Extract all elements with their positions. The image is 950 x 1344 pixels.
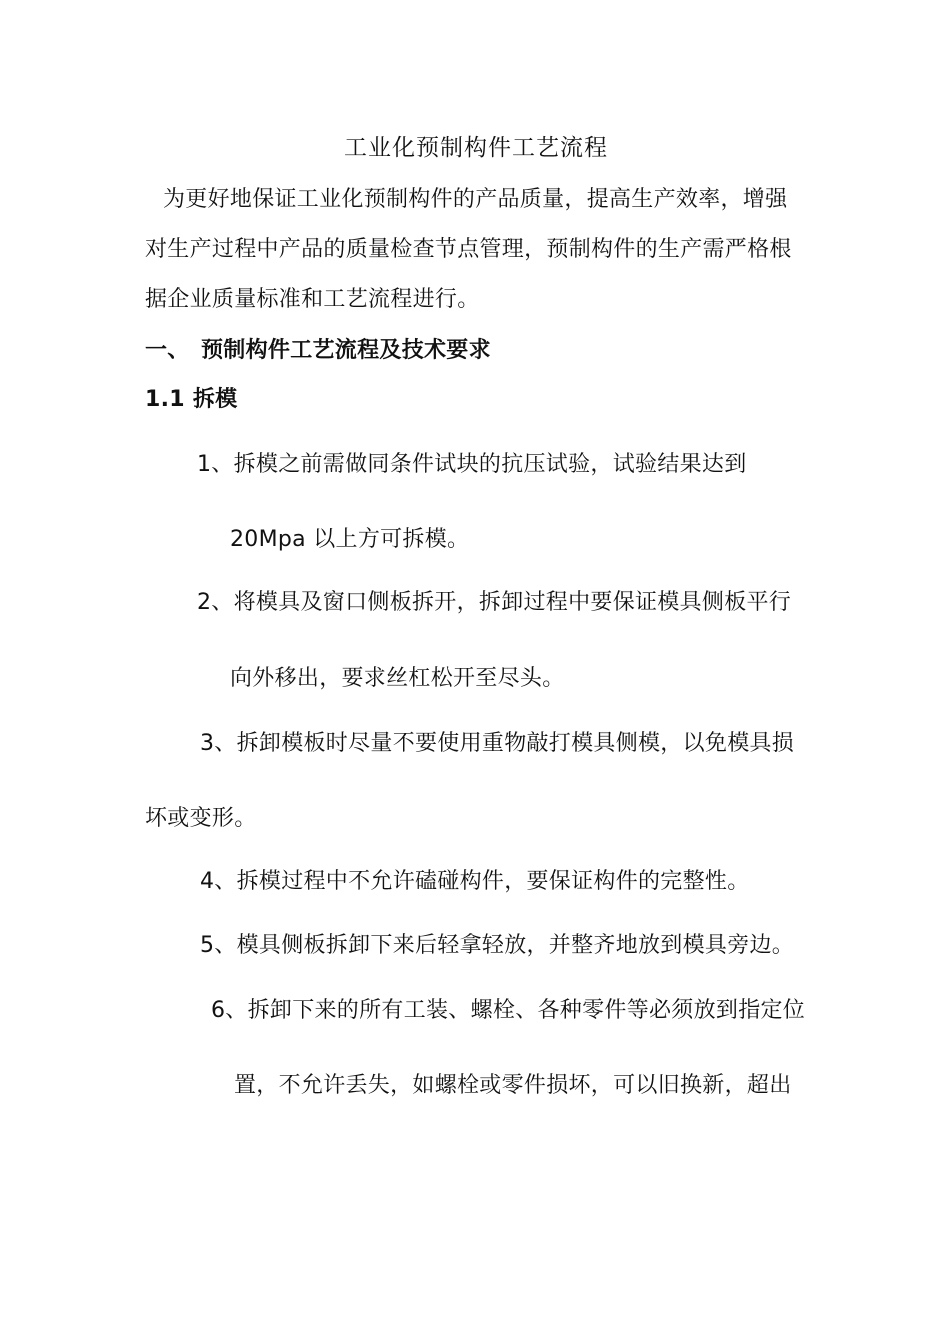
- list-item-line: 20Mpa 以上方可拆模。: [230, 527, 470, 552]
- list-item-line: 1、拆模之前需做同条件试块的抗压试验，试验结果达到: [197, 452, 747, 477]
- list-item-line: 坏或变形。: [145, 806, 257, 831]
- list-item-line: 置，不允许丢失，如螺栓或零件损坏，可以旧换新，超出: [234, 1073, 792, 1098]
- intro-line: 为更好地保证工业化预制构件的产品质量，提高生产效率，增强: [163, 187, 788, 212]
- section-heading: 预制构件工艺流程及技术要求: [201, 338, 491, 363]
- section-heading-number: 一、: [145, 338, 190, 363]
- list-item-line: 3、拆卸模板时尽量不要使用重物敲打模具侧模，以免模具损: [200, 731, 795, 756]
- list-item-line: 6、拆卸下来的所有工装、螺栓、各种零件等必须放到指定位: [211, 998, 806, 1023]
- list-item-line: 2、将模具及窗口侧板拆开，拆卸过程中要保证模具侧板平行: [197, 590, 792, 615]
- document-title: 工业化预制构件工艺流程: [344, 135, 608, 161]
- intro-line: 对生产过程中产品的质量检查节点管理，预制构件的生产需严格根: [145, 237, 792, 262]
- list-item-line: 向外移出，要求丝杠松开至尽头。: [230, 666, 565, 691]
- intro-line: 据企业质量标准和工艺流程进行。: [145, 287, 480, 312]
- list-item-line: 5、模具侧板拆卸下来后轻拿轻放，并整齐地放到模具旁边。: [200, 933, 795, 958]
- subsection-heading: 1.1 拆模: [145, 387, 238, 412]
- list-item-line: 4、拆模过程中不允许磕碰构件，要保证构件的完整性。: [200, 869, 750, 894]
